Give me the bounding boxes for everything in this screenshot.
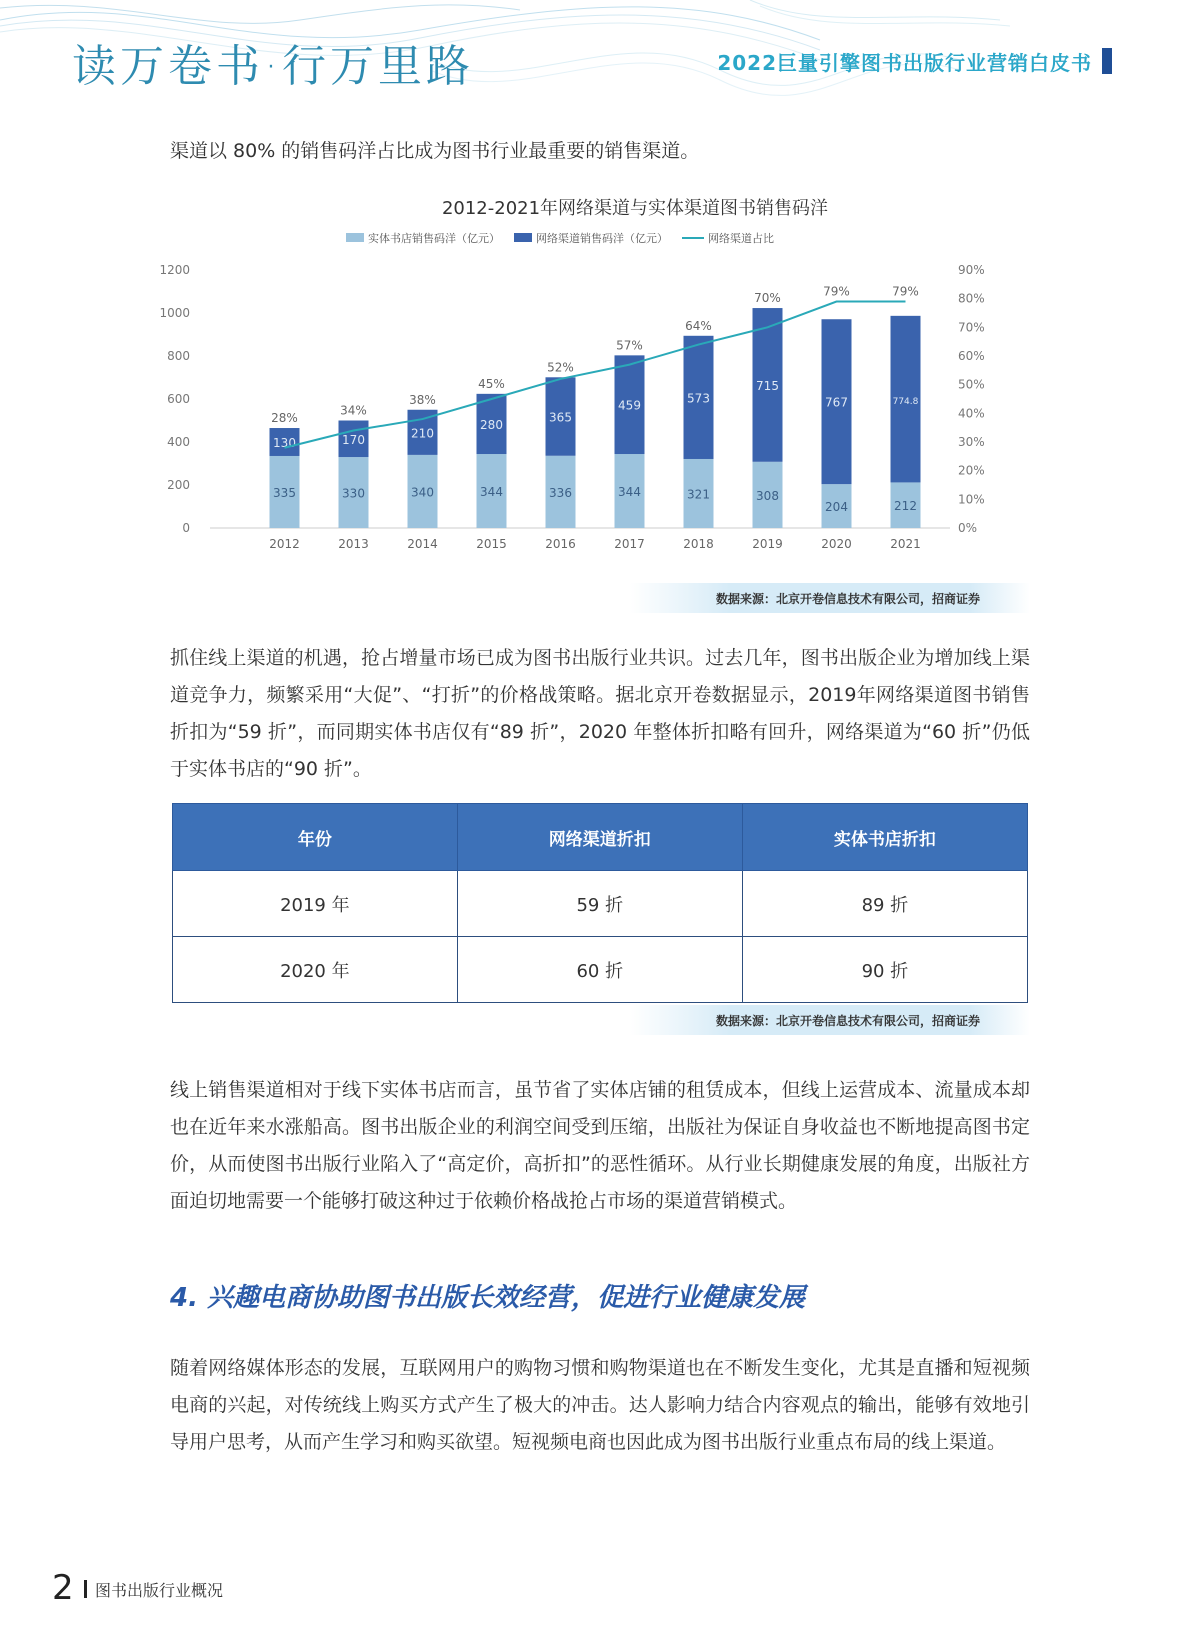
cell-store-discount: 90 折 — [742, 937, 1027, 1003]
y-right-tick-label: 60% — [958, 349, 985, 363]
bar-label-store: 308 — [756, 488, 779, 503]
section-title: 4. 兴趣电商协助图书出版长效经营，促进行业健康发展 — [170, 1283, 806, 1313]
chart-source: 数据来源：北京开卷信息技术有限公司，招商证券 — [630, 583, 1030, 613]
bar-label-online: 130 — [273, 436, 296, 450]
line-online-share — [285, 302, 906, 448]
cell-year: 2019 年 — [173, 871, 458, 937]
legend-swatch-1 — [514, 233, 532, 242]
y-left-tick-label: 200 — [167, 478, 190, 492]
header-year: 年份 — [173, 804, 458, 871]
discount-table — [172, 803, 1028, 1003]
legend-label-0: 实体书店销售码洋（亿元） — [368, 232, 500, 245]
header-store-discount: 实体书店折扣 — [742, 804, 1027, 871]
x-tick-label: 2013 — [338, 537, 369, 551]
paragraph-cost: 线上销售渠道相对于线下实体书店而言，虽节省了实体店铺的租赁成本，但线上运营成本、流量成本却也在近年来水涨船高。图书出版企业的利润空间受到压缩，出版社为保证自身收益也不断地提高图书定价，从而使图书出版行业陷入了“高定价，高折扣”的恶性循环。从行业长期健康发展的角度，出版社方面迫切地需要一个能够打破这种过于依赖价格战抢占市场的渠道营销模式。 — [170, 1079, 1030, 1212]
table-row — [173, 937, 1028, 1003]
legend-label-2: 网络渠道占比 — [708, 232, 774, 245]
bar-label-store: 204 — [825, 500, 848, 515]
bar-label-store: 335 — [273, 485, 296, 500]
x-tick-label: 2018 — [683, 537, 714, 551]
line-point-label: 28% — [271, 411, 298, 426]
line-point-label: 79% — [823, 284, 850, 299]
bar-label-online: 774.8 — [892, 397, 919, 408]
intro-paragraph: 渠道以 80% 的销售码洋占比成为图书行业最重要的销售渠道。 — [170, 140, 700, 162]
x-tick-label: 2021 — [890, 537, 921, 551]
line-point-label: 34% — [340, 403, 367, 418]
y-right-tick-label: 0% — [958, 521, 978, 535]
line-point-label: 64% — [685, 318, 712, 333]
bar-label-store: 344 — [618, 485, 641, 500]
y-left-tick-label: 1000 — [159, 306, 190, 320]
y-left-tick-label: 1200 — [159, 263, 190, 277]
cell-store-discount: 89 折 — [742, 871, 1027, 937]
legend-label-1: 网络渠道销售码洋（亿元） — [536, 232, 668, 245]
cell-online-discount: 59 折 — [457, 871, 742, 937]
bar-label-online: 210 — [411, 426, 434, 441]
y-right-tick-label: 90% — [958, 263, 985, 277]
table-header-row — [173, 804, 1028, 871]
document-title: 2022巨量引擎图书出版行业营销白皮书 — [717, 51, 1092, 75]
footer-divider — [84, 1580, 87, 1598]
y-right-tick-label: 80% — [958, 291, 985, 306]
bar-label-online: 365 — [549, 410, 572, 425]
chart-title: 2012-2021年网络渠道与实体渠道图书销售码洋 — [441, 198, 829, 219]
bar-label-store: 336 — [549, 485, 572, 500]
bar-label-store: 321 — [687, 487, 710, 502]
header-online-discount: 网络渠道折扣 — [457, 804, 742, 871]
y-right-tick-label: 70% — [958, 320, 985, 335]
bar-label-online: 715 — [756, 378, 779, 393]
y-left-tick-label: 600 — [167, 392, 190, 406]
bar-label-online: 767 — [825, 395, 848, 410]
bar-label-online: 459 — [618, 398, 641, 413]
bar-label-store: 212 — [894, 499, 917, 514]
chart-svg — [150, 190, 1050, 570]
line-point-label: 79% — [892, 284, 919, 299]
x-tick-label: 2015 — [476, 537, 507, 551]
sales-chart — [150, 190, 1050, 570]
header-brand: 读万卷书·行万里路 — [72, 41, 474, 92]
page-number: 2 — [52, 1568, 74, 1608]
bar-label-store: 330 — [342, 486, 365, 501]
table-source: 数据来源：北京开卷信息技术有限公司，招商证券 — [630, 1005, 1030, 1035]
paragraph-discount: 抓住线上渠道的机遇，抢占增量市场已成为图书出版行业共识。过去几年，图书出版企业为增加线上渠道竞争力，频繁采用“大促”、“打折”的价格战策略。据北京开卷数据显示，2019年网络渠道图书销售折扣为“59 折”，而同期实体书店仅有“89 折”，2020 年整体折扣略有回升，网络渠道为“60 折”仍低于实体书店的“90 折”。 — [170, 647, 1030, 780]
bar-label-store: 344 — [480, 485, 503, 500]
y-left-tick-label: 400 — [167, 435, 190, 449]
y-right-tick-label: 20% — [958, 463, 985, 478]
line-point-label: 38% — [409, 392, 436, 407]
legend-swatch-0 — [346, 233, 364, 242]
bar-label-store: 340 — [411, 485, 434, 500]
line-point-label: 52% — [547, 360, 574, 375]
line-point-label: 70% — [754, 291, 781, 306]
footer-section-label: 图书出版行业概况 — [95, 1581, 224, 1600]
x-tick-label: 2019 — [752, 537, 783, 551]
y-left-tick-label: 0 — [182, 521, 190, 535]
y-right-tick-label: 30% — [958, 435, 985, 449]
line-point-label: 45% — [478, 376, 505, 391]
x-tick-label: 2017 — [614, 537, 645, 551]
y-right-tick-label: 10% — [958, 492, 985, 507]
x-tick-label: 2014 — [407, 537, 438, 551]
y-right-tick-label: 50% — [958, 377, 985, 392]
x-tick-label: 2016 — [545, 537, 576, 551]
y-left-tick-label: 800 — [167, 349, 190, 363]
paragraph-interest-ecommerce: 随着网络媒体形态的发展，互联网用户的购物习惯和购物渠道也在不断发生变化，尤其是直播和短视频电商的兴起，对传统线上购买方式产生了极大的冲击。达人影响力结合内容观点的输出，能够有效地引导用户思考，从而产生学习和购买欲望。短视频电商也因此成为图书出版行业重点布局的线上渠道。 — [170, 1357, 1030, 1453]
cell-online-discount: 60 折 — [457, 937, 742, 1003]
x-tick-label: 2020 — [821, 537, 852, 551]
bar-label-online: 280 — [480, 417, 503, 432]
table-row — [173, 871, 1028, 937]
bar-label-online: 573 — [687, 391, 710, 406]
bar-label-online: 170 — [342, 432, 365, 447]
y-right-tick-label: 40% — [958, 406, 985, 421]
line-point-label: 57% — [616, 338, 643, 353]
page-header — [0, 0, 1200, 110]
x-tick-label: 2012 — [269, 537, 300, 551]
title-accent-bar — [1102, 48, 1112, 74]
cell-year: 2020 年 — [173, 937, 458, 1003]
